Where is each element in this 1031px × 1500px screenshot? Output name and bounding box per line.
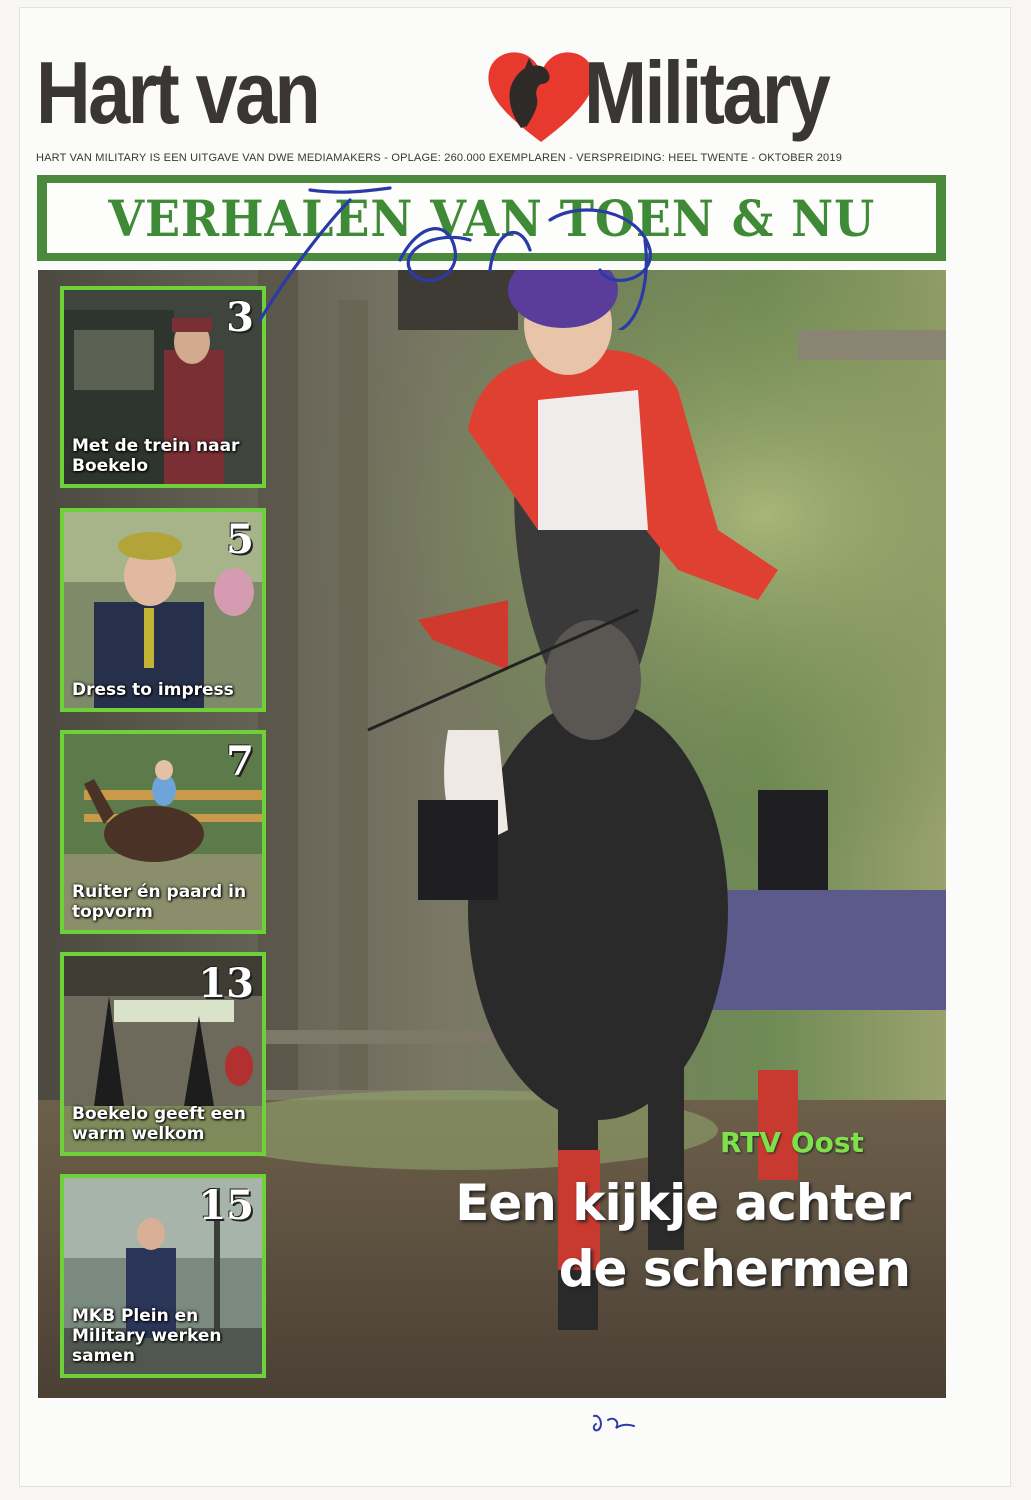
masthead-title-left: Hart van [36, 43, 319, 142]
teaser-caption: Ruiter én paard in topvorm [72, 882, 247, 922]
handwritten-initials [590, 1412, 640, 1434]
section-banner-title: VERHALEN VAN TOEN & NU [108, 188, 875, 248]
teaser-card[interactable] [60, 508, 266, 712]
masthead-tagline: HART VAN MILITARY IS EEN UITGAVE VAN DWE MEDIAMAKERS - OPLAGE: 260.000 EXEMPLAREN - VERSPREIDING: HEEL TWENTE - OKTOBER 2019 [36, 152, 843, 164]
section-banner [37, 175, 946, 261]
masthead [36, 38, 996, 148]
teaser-page-number: 15 [198, 1182, 254, 1229]
teaser-card[interactable] [60, 286, 266, 488]
section-banner-inner [47, 183, 936, 253]
teaser-page-number: 5 [226, 516, 254, 563]
teaser-page-number: 3 [226, 294, 254, 341]
masthead-title-right: Military [584, 43, 829, 142]
teaser-caption: MKB Plein en Military werken samen [72, 1306, 222, 1366]
teaser-page-number: 13 [198, 960, 254, 1007]
cover-story-kicker: RTV Oost [720, 1126, 864, 1159]
cover-story-headline: Een kijkje achter de schermen [455, 1174, 910, 1298]
teaser-caption: Dress to impress [72, 680, 234, 700]
teaser-card[interactable] [60, 730, 266, 934]
teaser-card[interactable] [60, 1174, 266, 1378]
teaser-card[interactable] [60, 952, 266, 1156]
teaser-page-number: 7 [226, 738, 254, 785]
teaser-caption: Boekelo geeft een warm welkom [72, 1104, 246, 1144]
teaser-caption: Met de trein naar Boekelo [72, 436, 240, 476]
heart-horse-logo-icon [481, 46, 601, 146]
